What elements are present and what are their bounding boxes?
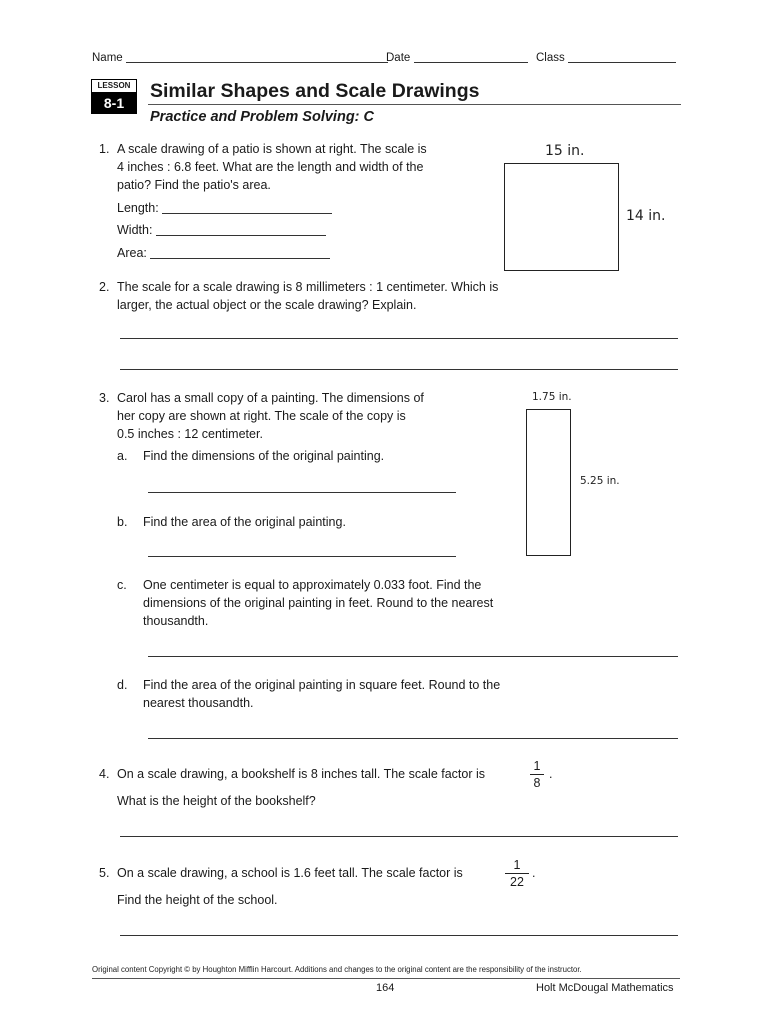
- q5-fraction-bar: [505, 873, 529, 874]
- q3-line-3: 0.5 inches : 12 centimeter.: [117, 427, 263, 441]
- q3c-line-1: One centimeter is equal to approximately 0.033 foot. Find the: [143, 578, 482, 592]
- q1-width-row: [117, 221, 326, 239]
- q1-length-row: [117, 199, 332, 217]
- q5-fraction-numerator: 1: [513, 858, 521, 872]
- q1-length-label: Length:: [117, 201, 159, 215]
- page-title: Similar Shapes and Scale Drawings: [150, 80, 480, 102]
- q3b-answer-line[interactable]: [148, 556, 456, 557]
- q1-line-2: 4 inches : 6.8 feet. What are the length and width of the: [117, 160, 424, 174]
- q5-line-2: Find the height of the school.: [117, 893, 278, 907]
- lesson-badge: [91, 79, 137, 114]
- q1-length-answer[interactable]: [162, 213, 332, 214]
- q4-number: 4.: [99, 767, 110, 781]
- q5-period: .: [532, 866, 536, 880]
- copyright-notice: Original content Copyright © by Houghton Mifflin Harcourt. Additions and changes to the original content are the responsibility of the instructor.: [92, 965, 582, 974]
- q4-text: On a scale drawing, a bookshelf is 8 inches tall. The scale factor is: [117, 767, 486, 781]
- q3b-letter: b.: [117, 515, 128, 529]
- q1-patio-rectangle: [504, 163, 619, 271]
- q1-line-3: patio? Find the patio's area.: [117, 178, 271, 192]
- q3-line-1: Carol has a small copy of a painting. The dimensions of: [117, 391, 424, 405]
- q3-figure-top-label: 1.75 in.: [532, 391, 572, 403]
- q4-answer-line[interactable]: [120, 836, 678, 837]
- q5-number: 5.: [99, 866, 110, 880]
- q3d-line-2: nearest thousandth.: [143, 696, 254, 710]
- q4-fraction-denominator: 8: [533, 776, 541, 790]
- footer-rule: [92, 978, 680, 979]
- q2-answer-line-2[interactable]: [120, 369, 678, 370]
- q3b-text: Find the area of the original painting.: [143, 515, 346, 529]
- q3-painting-rectangle: [526, 409, 571, 556]
- q4-scale-fraction: [530, 759, 544, 790]
- q1-figure-side-label: 14 in.: [626, 208, 666, 224]
- q2-answer-line-1[interactable]: [120, 338, 678, 339]
- q3-figure-side-label: 5.25 in.: [580, 475, 620, 487]
- title-rule: [148, 104, 681, 105]
- q1-area-answer[interactable]: [150, 258, 330, 259]
- name-blank[interactable]: [126, 62, 388, 63]
- publisher-name: Holt McDougal Mathematics: [536, 982, 674, 994]
- q3-number: 3.: [99, 391, 110, 405]
- q3c-line-2: dimensions of the original painting in feet. Round to the nearest: [143, 596, 494, 610]
- q4-fraction-bar: [530, 774, 544, 775]
- q2-line-1: The scale for a scale drawing is 8 millimeters : 1 centimeter. Which is: [117, 280, 499, 294]
- q3d-letter: d.: [117, 678, 128, 692]
- q1-width-answer[interactable]: [156, 235, 326, 236]
- date-label: Date: [386, 52, 411, 64]
- q5-text: On a scale drawing, a school is 1.6 feet tall. The scale factor is: [117, 866, 463, 880]
- q2-number: 2.: [99, 280, 110, 294]
- q1-figure-top-label: 15 in.: [545, 143, 585, 159]
- q5-fraction-denominator: 22: [510, 875, 524, 889]
- q5-answer-line[interactable]: [120, 935, 678, 936]
- q1-area-row: [117, 244, 330, 262]
- q4-period: .: [549, 767, 553, 781]
- q3c-line-3: thousandth.: [143, 614, 209, 628]
- lesson-badge-label: LESSON: [91, 79, 137, 93]
- name-field[interactable]: [92, 49, 388, 67]
- q1-number: 1.: [99, 142, 110, 156]
- q3a-answer-line[interactable]: [148, 492, 456, 493]
- q3a-text: Find the dimensions of the original painting.: [143, 449, 385, 463]
- q1-area-label: Area:: [117, 246, 147, 260]
- date-blank[interactable]: [414, 62, 528, 63]
- lesson-number: 8-1: [91, 93, 137, 114]
- q5-scale-fraction: [505, 858, 529, 889]
- q1-width-label: Width:: [117, 223, 153, 237]
- q1-line-1: A scale drawing of a patio is shown at right. The scale is: [117, 142, 427, 156]
- q4-line-2: What is the height of the bookshelf?: [117, 794, 316, 808]
- class-blank[interactable]: [568, 62, 676, 63]
- q4-fraction-numerator: 1: [533, 759, 541, 773]
- date-field[interactable]: [386, 49, 528, 67]
- class-label: Class: [536, 52, 565, 64]
- q3c-answer-line[interactable]: [148, 656, 678, 657]
- class-field[interactable]: [536, 49, 676, 67]
- name-label: Name: [92, 52, 123, 64]
- q3-line-2: her copy are shown at right. The scale of the copy is: [117, 409, 406, 423]
- q2-line-2: larger, the actual object or the scale drawing? Explain.: [117, 298, 417, 312]
- q3d-line-1: Find the area of the original painting in square feet. Round to the: [143, 678, 501, 692]
- page-subtitle: Practice and Problem Solving: C: [150, 109, 374, 125]
- page-number: 164: [376, 982, 395, 994]
- q3c-letter: c.: [117, 578, 127, 592]
- q3a-letter: a.: [117, 449, 128, 463]
- q3d-answer-line[interactable]: [148, 738, 678, 739]
